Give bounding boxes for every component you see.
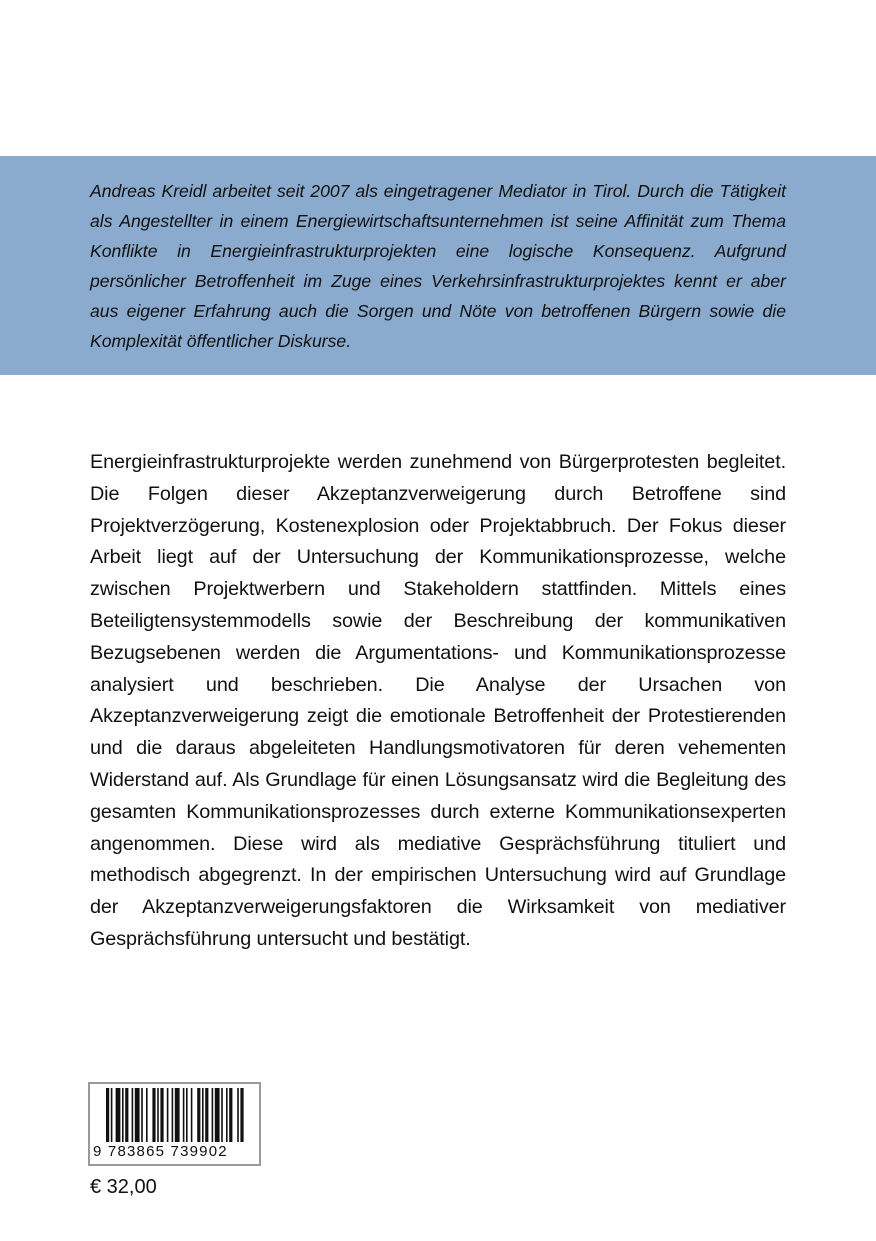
price: € 32,00 [90, 1176, 157, 1198]
book-abstract: Energieinfrastrukturprojekte werden zunehmend von Bürgerprotesten begleitet. Die Folgen dieser Akzeptanzverweigerung durch Betroffene sind Projektverzögerung, Kostenexplosion oder Projektabbruch. Der Fokus dieser Arbeit liegt auf der Untersuchung der Kommunikationsprozesse, welche zwischen Projektwerbern und Stakeholdern stattfinden. Mittels eines Beteiligtensystemmodells sowie der Beschreibung der kommunikativen Bezugsebenen werden die Argumentations- und Kommunikationsprozesse analysiert und beschrieben. Die Analyse der Ursachen von Akzeptanzverweigerung zeigt die emotionale Betroffenheit der Protestierenden und die daraus abgeleiteten Handlungsmotivatoren für deren vehementen Widerstand auf. Als Grundlage für einen Lösungsansatz wird die Begleitung des gesamten Kommunikationsprozesses durch externe Kommunikationsexperten angenommen. Diese wird als mediative Gesprächsführung tituliert und methodisch abgegrenzt. In der empirischen Untersuchung wird auf Grundlage der Akzeptanzverweigerungsfaktoren die Wirksamkeit von mediativer Gesprächsführung untersucht und bestätigt. [90, 451, 786, 950]
barcode-icon [106, 1088, 246, 1142]
author-bio: Andreas Kreidl arbeitet seit 2007 als eingetragener Mediator in Tirol. Durch die Tätigkeit als Angestellter in einem Energiewirtschaftsunternehmen ist seine Affinität zum Thema Konflikte in Energieinfrastrukturprojekten eine logische Konsequenz. Aufgrund persönlicher Betroffenheit im Zuge eines Verkehrsinfrastrukturprojektes kennt er aber aus eigener Erfahrung auch die Sorgen und Nöte von betroffenen Bürgern sowie die Komplexität öffentlicher Diskurse. [90, 181, 786, 351]
isbn-barcode [88, 1082, 261, 1166]
isbn-digits: 9 783865 739902 [93, 1143, 228, 1160]
